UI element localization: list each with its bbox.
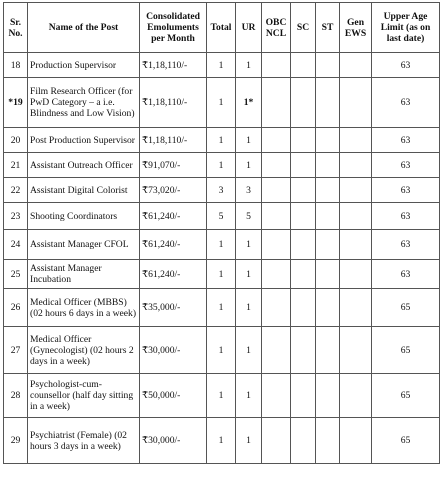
cell-post-name: Post Production Supervisor — [28, 128, 140, 153]
cell-sc — [291, 78, 316, 128]
cell-obc-ncl — [262, 327, 291, 374]
cell-post-name: Medical Officer (Gynecologist) (02 hours 2 days in a week) — [28, 327, 140, 374]
cell-emoluments: ₹1,18,110/- — [140, 78, 207, 128]
cell-sc — [291, 178, 316, 203]
header-row — [4, 3, 440, 53]
cell-obc-ncl — [262, 153, 291, 178]
header-total: Total — [207, 3, 236, 53]
table-row — [4, 327, 440, 374]
table-row — [4, 153, 440, 178]
cell-ur: 1 — [236, 260, 262, 289]
cell-sr-no: 29 — [4, 418, 28, 464]
cell-sc — [291, 260, 316, 289]
cell-obc-ncl — [262, 78, 291, 128]
cell-total: 1 — [207, 128, 236, 153]
cell-post-name: Assistant Digital Colorist — [28, 178, 140, 203]
table-row — [4, 374, 440, 418]
cell-sc — [291, 153, 316, 178]
cell-total: 1 — [207, 289, 236, 327]
cell-age-limit: 63 — [372, 203, 440, 230]
cell-age-limit: 63 — [372, 128, 440, 153]
cell-emoluments: ₹30,000/- — [140, 418, 207, 464]
header-ur: UR — [236, 3, 262, 53]
cell-gen-ews — [340, 260, 372, 289]
cell-sr-no: 28 — [4, 374, 28, 418]
header-sr-no: Sr. No. — [4, 3, 28, 53]
cell-st — [316, 53, 340, 78]
cell-sr-no: 22 — [4, 178, 28, 203]
cell-post-name: Medical Officer (MBBS) (02 hours 6 days in a week) — [28, 289, 140, 327]
header-sc: SC — [291, 3, 316, 53]
cell-age-limit: 63 — [372, 230, 440, 260]
cell-total: 1 — [207, 53, 236, 78]
cell-ur: 1 — [236, 153, 262, 178]
cell-sc — [291, 128, 316, 153]
cell-gen-ews — [340, 128, 372, 153]
cell-obc-ncl — [262, 53, 291, 78]
cell-post-name: Psychologist-cum-counsellor (half day sitting in a week) — [28, 374, 140, 418]
cell-gen-ews — [340, 418, 372, 464]
cell-emoluments: ₹61,240/- — [140, 260, 207, 289]
cell-post-name: Assistant Manager CFOL — [28, 230, 140, 260]
cell-sc — [291, 230, 316, 260]
cell-st — [316, 178, 340, 203]
table-row — [4, 178, 440, 203]
cell-post-name: Assistant Manager Incubation — [28, 260, 140, 289]
cell-total: 3 — [207, 178, 236, 203]
cell-emoluments: ₹73,020/- — [140, 178, 207, 203]
cell-total: 1 — [207, 153, 236, 178]
cell-age-limit: 65 — [372, 327, 440, 374]
vacancy-table — [3, 2, 440, 464]
cell-emoluments: ₹91,070/- — [140, 153, 207, 178]
cell-sr-no: 18 — [4, 53, 28, 78]
cell-st — [316, 78, 340, 128]
cell-sc — [291, 327, 316, 374]
cell-ur: 1 — [236, 418, 262, 464]
cell-post-name: Psychiatrist (Female) (02 hours 3 days in a week) — [28, 418, 140, 464]
cell-gen-ews — [340, 327, 372, 374]
cell-total: 1 — [207, 418, 236, 464]
cell-sc — [291, 374, 316, 418]
cell-obc-ncl — [262, 178, 291, 203]
cell-st — [316, 128, 340, 153]
header-st: ST — [316, 3, 340, 53]
cell-st — [316, 230, 340, 260]
cell-sr-no: 27 — [4, 327, 28, 374]
cell-age-limit: 63 — [372, 78, 440, 128]
cell-age-limit: 65 — [372, 418, 440, 464]
cell-sr-no: 23 — [4, 203, 28, 230]
cell-total: 1 — [207, 260, 236, 289]
table-row — [4, 289, 440, 327]
cell-age-limit: 63 — [372, 153, 440, 178]
cell-gen-ews — [340, 374, 372, 418]
cell-gen-ews — [340, 289, 372, 327]
cell-st — [316, 153, 340, 178]
cell-age-limit: 63 — [372, 53, 440, 78]
cell-age-limit: 63 — [372, 260, 440, 289]
cell-ur: 1 — [236, 374, 262, 418]
cell-st — [316, 203, 340, 230]
table-body — [4, 53, 440, 464]
cell-total: 5 — [207, 203, 236, 230]
cell-age-limit: 65 — [372, 374, 440, 418]
header-obc-ncl: OBC NCL — [262, 3, 291, 53]
header-gen-ews: Gen EWS — [340, 3, 372, 53]
cell-sc — [291, 203, 316, 230]
cell-obc-ncl — [262, 260, 291, 289]
table-row — [4, 260, 440, 289]
cell-total: 1 — [207, 374, 236, 418]
cell-sr-no: 20 — [4, 128, 28, 153]
cell-obc-ncl — [262, 289, 291, 327]
cell-sr-no: 21 — [4, 153, 28, 178]
cell-ur: 1* — [236, 78, 262, 128]
table-row — [4, 203, 440, 230]
cell-total: 1 — [207, 78, 236, 128]
cell-obc-ncl — [262, 374, 291, 418]
cell-gen-ews — [340, 178, 372, 203]
table-row — [4, 128, 440, 153]
cell-age-limit: 63 — [372, 178, 440, 203]
header-emoluments: Consolidated Emoluments per Month — [140, 3, 207, 53]
cell-emoluments: ₹50,000/- — [140, 374, 207, 418]
cell-sr-no: 26 — [4, 289, 28, 327]
cell-obc-ncl — [262, 128, 291, 153]
cell-ur: 3 — [236, 178, 262, 203]
header-post-name: Name of the Post — [28, 3, 140, 53]
cell-obc-ncl — [262, 230, 291, 260]
header-age-limit: Upper Age Limit (as on last date) — [372, 3, 440, 53]
cell-sc — [291, 53, 316, 78]
cell-gen-ews — [340, 53, 372, 78]
table-row — [4, 78, 440, 128]
cell-emoluments: ₹1,18,110/- — [140, 53, 207, 78]
cell-gen-ews — [340, 153, 372, 178]
cell-gen-ews — [340, 230, 372, 260]
cell-st — [316, 418, 340, 464]
cell-ur: 1 — [236, 53, 262, 78]
cell-sc — [291, 289, 316, 327]
cell-post-name: Shooting Coordinators — [28, 203, 140, 230]
cell-total: 1 — [207, 327, 236, 374]
table-row — [4, 53, 440, 78]
cell-emoluments: ₹1,18,110/- — [140, 128, 207, 153]
cell-ur: 1 — [236, 230, 262, 260]
cell-sr-no: 25 — [4, 260, 28, 289]
cell-ur: 1 — [236, 289, 262, 327]
table-row — [4, 418, 440, 464]
cell-st — [316, 374, 340, 418]
cell-sr-no: *19 — [4, 78, 28, 128]
cell-post-name: Film Research Officer (for PwD Category – a i.e. Blindness and Low Vision) — [28, 78, 140, 128]
table-row — [4, 230, 440, 260]
cell-ur: 1 — [236, 128, 262, 153]
cell-obc-ncl — [262, 203, 291, 230]
cell-st — [316, 327, 340, 374]
cell-gen-ews — [340, 203, 372, 230]
cell-ur: 5 — [236, 203, 262, 230]
cell-st — [316, 260, 340, 289]
cell-obc-ncl — [262, 418, 291, 464]
cell-sr-no: 24 — [4, 230, 28, 260]
cell-post-name: Production Supervisor — [28, 53, 140, 78]
cell-gen-ews — [340, 78, 372, 128]
cell-post-name: Assistant Outreach Officer — [28, 153, 140, 178]
cell-ur: 1 — [236, 327, 262, 374]
cell-total: 1 — [207, 230, 236, 260]
cell-emoluments: ₹61,240/- — [140, 230, 207, 260]
cell-sc — [291, 418, 316, 464]
cell-age-limit: 65 — [372, 289, 440, 327]
cell-st — [316, 289, 340, 327]
cell-emoluments: ₹30,000/- — [140, 327, 207, 374]
cell-emoluments: ₹61,240/- — [140, 203, 207, 230]
cell-emoluments: ₹35,000/- — [140, 289, 207, 327]
